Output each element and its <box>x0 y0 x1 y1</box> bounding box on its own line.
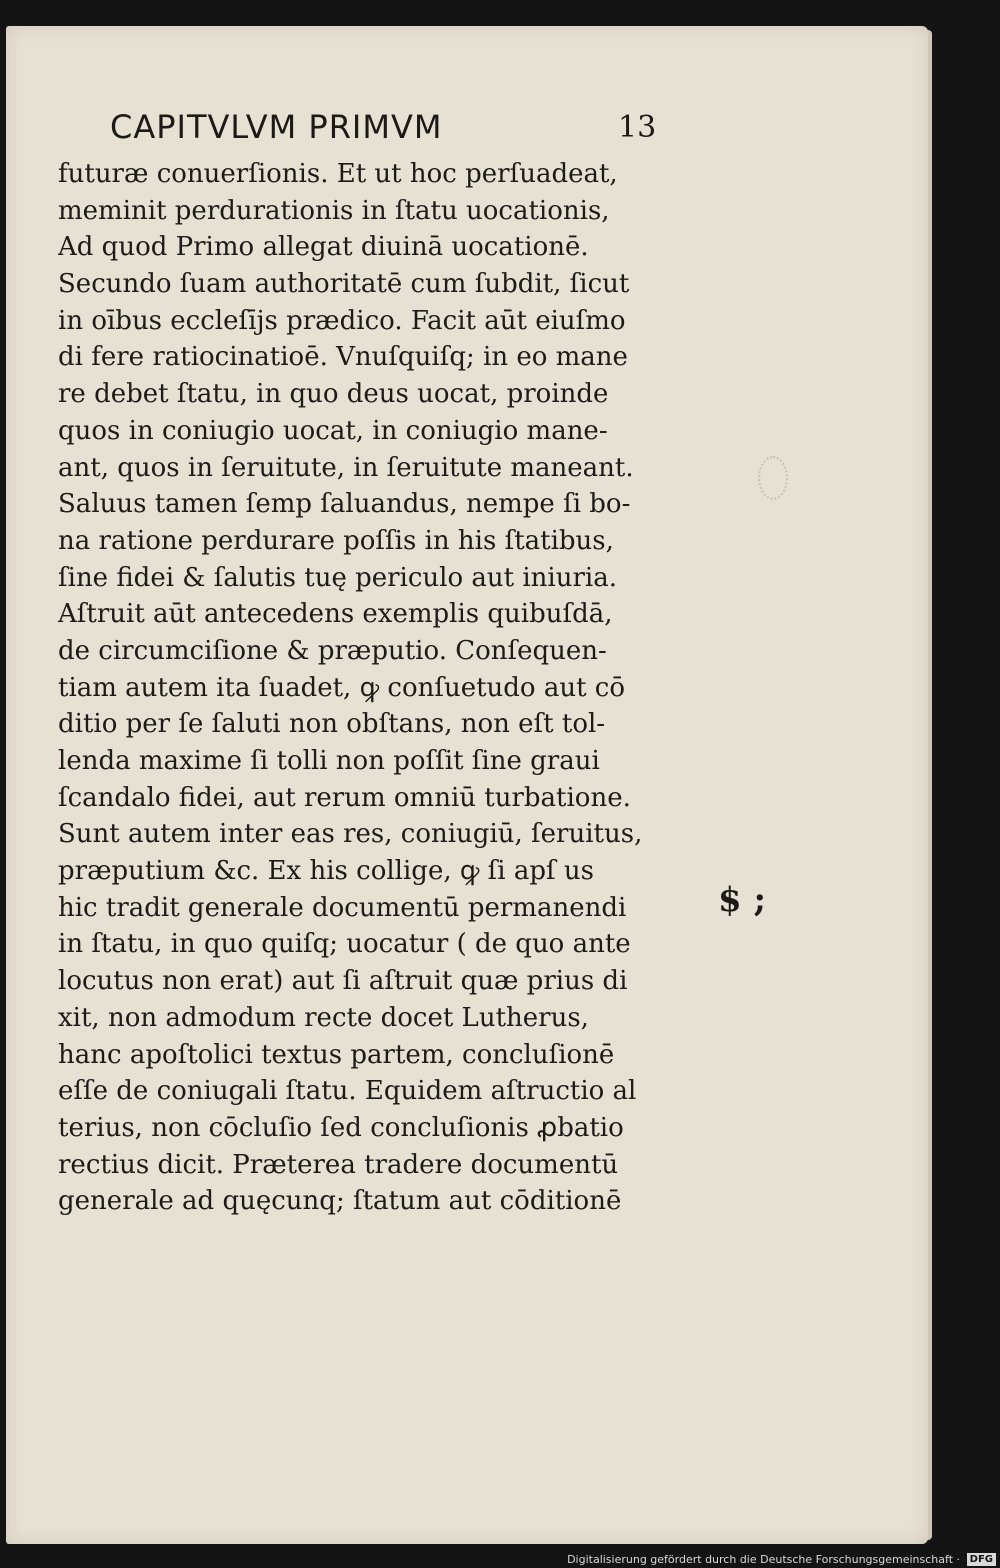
dfg-logo: DFG <box>967 1553 996 1566</box>
text-line: na ratione perdurare poſſis in his ſtatibus, <box>58 525 614 556</box>
text-line: rectius dicit. Præterea tradere documentū <box>58 1149 619 1180</box>
text-line: Saluus tamen ſemp ſaluandus, nempe ſi bo- <box>58 489 631 520</box>
text-line: Ad quod Primo allegat diuinā uocationē. <box>58 232 589 263</box>
text-line: ditio per ſe ſaluti non obſtans, non eſt tol- <box>58 709 606 740</box>
running-header <box>110 108 690 148</box>
text-line: Aſtruit aūt antecedens exemplis quibuſdā, <box>58 599 613 630</box>
text-line: quos in coniugio uocat, in coniugio mane- <box>58 415 608 446</box>
text-line: locutus non erat) aut ſi aſtruit quæ prius di <box>58 966 628 997</box>
text-line: ſine fidei & ſalutis tuę periculo aut iniuria. <box>58 562 617 593</box>
text-line: meminit perdurationis in ſtatu uocationis, <box>58 195 610 226</box>
text-line: Secundo ſuam authoritatē cum ſubdit, ſicut <box>58 269 630 300</box>
text-line: Sunt autem inter eas res, coniugiū, ſeruitus, <box>58 819 643 850</box>
text-line: hanc apoſtolici textus partem, concluſionē <box>58 1039 615 1070</box>
text-line: eſſe de coniugali ſtatu. Equidem aſtructio al <box>58 1076 637 1107</box>
page-number: 13 <box>618 110 657 145</box>
text-line: generale ad quęcunq; ſtatum aut cōditionē <box>58 1186 622 1217</box>
text-line: in ſtatu, in quo quiſq; uocatur ( de quo ante <box>58 929 631 960</box>
body-text <box>58 156 688 1220</box>
text-line: tiam autem ita ſuadet, ꝙ conſuetudo aut cō <box>58 672 626 703</box>
text-line: ant, quos in ſeruitute, in ſeruitute maneant. <box>58 452 634 483</box>
text-line: lenda maxime ſi tolli non poſſit ſine graui <box>58 746 600 776</box>
paper-stain <box>758 456 788 500</box>
digitization-credit: Digitalisierung gefördert durch die Deutsche Forschungsgemeinschaft · <box>567 1553 960 1566</box>
text-line: de circumciſione & præputio. Conſequen- <box>58 635 607 666</box>
margin-annotation: $ ; <box>718 880 767 920</box>
text-line: in oībus eccleſījs prædico. Facit aūt eiuſmo <box>58 305 626 336</box>
text-line: xit, non admodum recte docet Lutherus, <box>58 1002 589 1033</box>
text-line: re debet ſtatu, in quo deus uocat, proinde <box>58 379 609 410</box>
text-line: terius, non cōcluſio ſed concluſionis ꝓbatio <box>58 1112 624 1143</box>
text-line: præputium &c. Ex his collige, ꝙ ſi apſ us <box>58 856 594 887</box>
text-line: hic tradit generale documentū permanendi <box>58 892 627 923</box>
text-line: ſcandalo fidei, aut rerum omniū turbatione. <box>58 782 631 813</box>
text-line: futuræ conuerſionis. Et ut hoc perſuadeat, <box>58 159 618 189</box>
running-title: CAPITVLVM PRIMVM <box>110 108 443 146</box>
text-line: di fere ratiocinatioē. Vnuſquiſq; in eo mane <box>58 342 628 373</box>
